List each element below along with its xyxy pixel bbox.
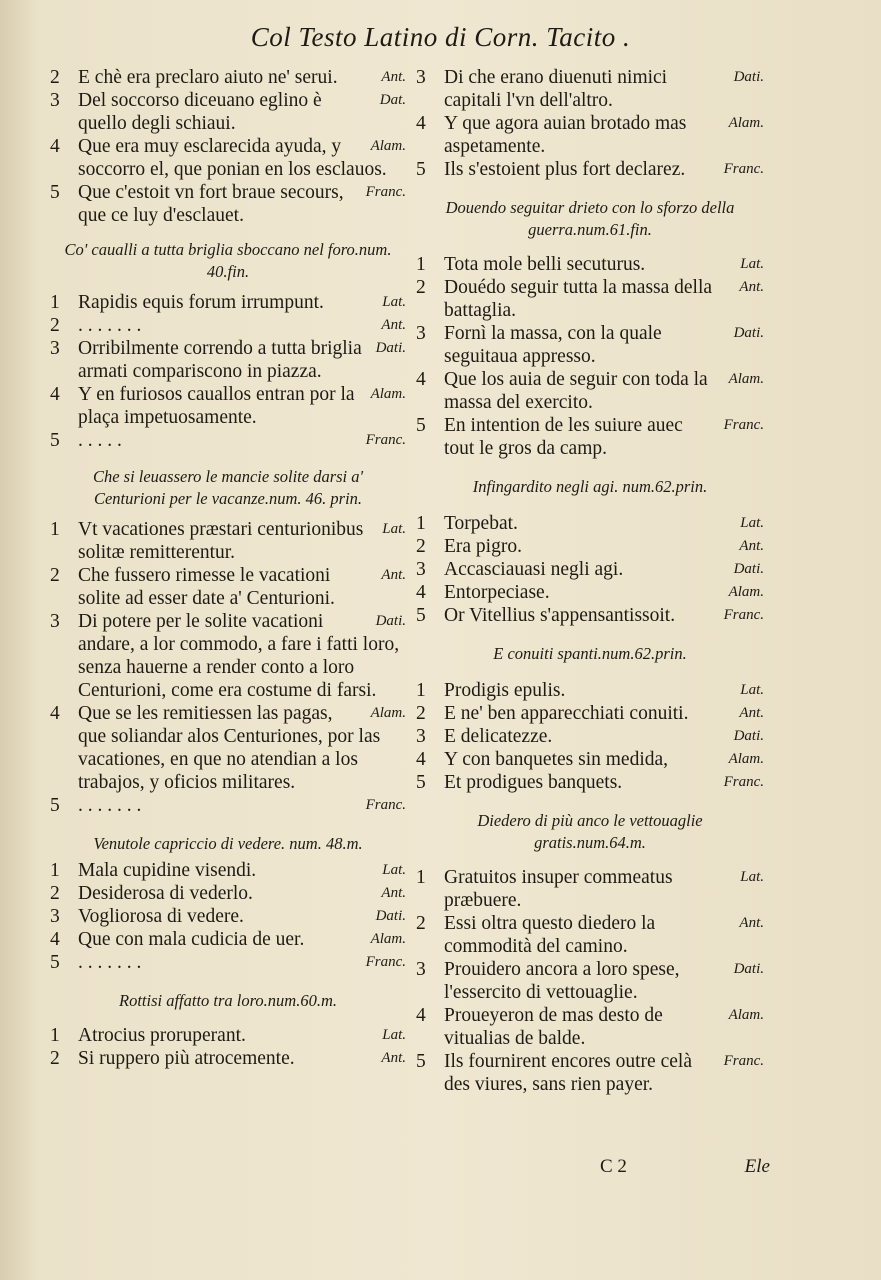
entry-row <box>416 414 764 460</box>
entry-source-tag: Ant. <box>381 317 406 333</box>
entry-body: Vt vacationes præstari centurionibus solitæ remitterentur. <box>78 519 364 563</box>
entry-row <box>416 158 764 181</box>
entry-text <box>78 337 406 383</box>
entry-body: Tota mole belli secuturus. <box>444 254 646 275</box>
entry-number: 4 <box>416 1005 426 1026</box>
section-heading: Infingardito negli agi. num.62.prin. <box>472 477 708 496</box>
entry-number: 4 <box>416 582 426 603</box>
entry-source-tag: Lat. <box>382 521 406 537</box>
entry-body: Atrocius proruperant. <box>78 1025 246 1046</box>
entry-source-tag: Alam. <box>728 751 764 767</box>
entry-body: Di potere per le solite vacationi andare, a lor commodo, a fare i fatti loro, senza hauerne a render conto a loro Centurioni, come era costume di farsi. <box>78 611 400 701</box>
entry-body: Or Vitellius s'appensantissoit. <box>444 605 676 626</box>
entry-block <box>50 1024 406 1070</box>
entry-text <box>444 253 764 276</box>
entry-number: 4 <box>50 703 60 724</box>
entry-text <box>444 112 764 158</box>
entry-body: Accasciauasi negli agi. <box>444 559 624 580</box>
entry-source-tag: Franc. <box>365 954 406 970</box>
entry-source-tag: Dati. <box>733 69 764 85</box>
entry-number: 5 <box>416 772 426 793</box>
entry-text <box>78 928 406 951</box>
entry-row <box>416 512 764 535</box>
entry-source-tag: Dati. <box>375 613 406 629</box>
entry-number: 1 <box>416 867 426 888</box>
entry-body: E chè era preclaro aiuto ne' serui. <box>78 67 338 88</box>
entry-body: Ils fournirent encores outre celà des viures, sans rien payer. <box>444 1051 692 1095</box>
entry-row <box>416 112 764 158</box>
entry-number: 1 <box>50 860 60 881</box>
entry-row <box>416 725 764 748</box>
entry-text <box>444 512 764 535</box>
entry-body: Vogliorosa di vedere. <box>78 906 244 927</box>
right-column <box>416 66 764 1096</box>
entry-row <box>416 604 764 627</box>
entry-row <box>50 882 406 905</box>
entry-row <box>50 89 406 135</box>
entry-text <box>78 89 406 135</box>
entry-text <box>444 535 764 558</box>
entry-source-tag: Ant. <box>381 69 406 85</box>
section-heading: Co' caualli a tutta briglia sboccano nel foro.num. 40.fin. <box>64 240 392 281</box>
entry-number: 3 <box>50 906 60 927</box>
entry-text <box>78 181 406 227</box>
section-heading: Che si leuassero le mancie solite darsi a' Centurioni per le vacanze.num. 46. prin. <box>92 467 364 508</box>
entry-body: Y que agora auian brotado mas aspetamente. <box>444 113 687 157</box>
entry-body: En intention de les suiure auec tout le gros da camp. <box>444 415 683 459</box>
entry-body: Orribilmente correndo a tutta briglia armati compariscono in piazza. <box>78 338 362 382</box>
entry-row <box>416 66 764 112</box>
entry-number: 2 <box>416 913 426 934</box>
entry-source-tag: Alam. <box>370 138 406 154</box>
entry-text <box>78 702 406 794</box>
section-heading: Diedero di più anco le vettouaglie gratis.num.64.m. <box>477 811 703 852</box>
entry-source-tag: Alam. <box>728 584 764 600</box>
entry-row <box>416 581 764 604</box>
entry-text <box>78 314 406 337</box>
entry-text <box>78 610 406 702</box>
entry-source-tag: Ant. <box>381 1050 406 1066</box>
entry-number: 1 <box>50 519 60 540</box>
entry-text <box>444 66 764 112</box>
entry-number: 4 <box>416 113 426 134</box>
entry-body: Desiderosa di vederlo. <box>78 883 253 904</box>
entry-body: Que se les remitiessen las pagas, que soliandar alos Centuriones, por las vacationes, en que no atendian a los trabajos, y oficios militares. <box>78 703 381 793</box>
entry-source-tag: Alam. <box>370 931 406 947</box>
entry-body: Essi oltra questo diedero la commodità del camino. <box>444 913 656 957</box>
entry-text <box>444 581 764 604</box>
entry-body: Torpebat. <box>444 513 518 534</box>
entry-text <box>444 702 764 725</box>
entry-text <box>444 1050 764 1096</box>
entry-text <box>78 66 406 89</box>
entry-source-tag: Franc. <box>723 607 764 623</box>
entry-number: 4 <box>416 369 426 390</box>
entry-source-tag: Dati. <box>733 961 764 977</box>
entry-body: . . . . . . . <box>78 952 142 973</box>
entry-body: Que con mala cudicia de uer. <box>78 929 305 950</box>
entry-number: 1 <box>50 292 60 313</box>
entry-text <box>444 604 764 627</box>
entry-body: Entorpeciase. <box>444 582 550 603</box>
entry-row <box>416 771 764 794</box>
entry-body: . . . . . . . <box>78 795 142 816</box>
entry-number: 3 <box>50 611 60 632</box>
entry-block <box>416 66 764 181</box>
entry-number: 4 <box>50 384 60 405</box>
entry-number: 2 <box>50 315 60 336</box>
entry-row <box>50 928 406 951</box>
entry-text <box>78 1024 406 1047</box>
entry-source-tag: Franc. <box>723 774 764 790</box>
entry-number: 2 <box>416 703 426 724</box>
entry-source-tag: Franc. <box>723 161 764 177</box>
entry-source-tag: Lat. <box>740 869 764 885</box>
entry-block <box>416 253 764 460</box>
entry-text <box>444 414 764 460</box>
entry-row <box>50 181 406 227</box>
entry-block <box>50 518 406 817</box>
entry-source-tag: Ant. <box>381 885 406 901</box>
entry-row <box>50 518 406 564</box>
entry-source-tag: Dati. <box>733 561 764 577</box>
entry-row <box>50 337 406 383</box>
entry-text <box>78 291 406 314</box>
entry-source-tag: Lat. <box>382 294 406 310</box>
entry-number: 5 <box>416 415 426 436</box>
entry-source-tag: Dati. <box>375 908 406 924</box>
entry-body: Que los auia de seguir con toda la massa del exercito. <box>444 369 708 413</box>
entry-row <box>50 610 406 702</box>
entry-row <box>50 702 406 794</box>
entry-row <box>416 912 764 958</box>
entry-source-tag: Franc. <box>723 417 764 433</box>
entry-source-tag: Ant. <box>739 705 764 721</box>
entry-body: Douédo seguir tutta la massa della battaglia. <box>444 277 713 321</box>
entry-row <box>50 951 406 974</box>
entry-row <box>416 1004 764 1050</box>
entry-text <box>78 564 406 610</box>
section-heading: Rottisi affatto tra loro.num.60.m. <box>118 991 338 1010</box>
entry-body: Era pigro. <box>444 536 522 557</box>
entry-row <box>416 958 764 1004</box>
entry-source-tag: Franc. <box>723 1053 764 1069</box>
entry-number: 2 <box>416 536 426 557</box>
entry-body: Y en furiosos cauallos entran por la plaça impetuosamente. <box>78 384 355 428</box>
entry-number: 1 <box>50 1025 60 1046</box>
catchword: Ele <box>744 1156 770 1177</box>
entry-number: 5 <box>50 430 60 451</box>
entry-row <box>416 368 764 414</box>
entry-body: Rapidis equis forum irrumpunt. <box>78 292 324 313</box>
entry-source-tag: Alam. <box>370 705 406 721</box>
entry-block <box>50 291 406 452</box>
entry-body: E ne' ben apparecchiati conuiti. <box>444 703 689 724</box>
entry-block <box>50 66 406 227</box>
entry-row <box>50 383 406 429</box>
entry-number: 2 <box>50 1048 60 1069</box>
entry-text <box>78 905 406 928</box>
entry-number: 3 <box>416 67 426 88</box>
page-footer <box>600 1156 770 1178</box>
entry-text <box>444 725 764 748</box>
entry-row <box>50 794 406 817</box>
entry-number: 3 <box>416 726 426 747</box>
entry-number: 2 <box>50 67 60 88</box>
entry-source-tag: Ant. <box>739 279 764 295</box>
entry-source-tag: Lat. <box>382 1027 406 1043</box>
entry-row <box>416 535 764 558</box>
entry-row <box>416 558 764 581</box>
entry-block <box>416 679 764 794</box>
entry-source-tag: Lat. <box>740 682 764 698</box>
entry-source-tag: Ant. <box>739 915 764 931</box>
entry-source-tag: Lat. <box>740 515 764 531</box>
entry-body: Ils s'estoient plus fort declarez. <box>444 159 686 180</box>
entry-number: 5 <box>416 605 426 626</box>
entry-body: . . . . . . . <box>78 315 142 336</box>
entry-row <box>50 1024 406 1047</box>
entry-number: 5 <box>50 952 60 973</box>
entry-source-tag: Lat. <box>740 256 764 272</box>
entry-block <box>50 859 406 974</box>
entry-text <box>78 383 406 429</box>
entry-source-tag: Dati. <box>733 325 764 341</box>
entry-body: Del soccorso diceuano eglino è quello degli schiaui. <box>78 90 322 134</box>
entry-text <box>78 794 406 817</box>
entry-body: Che fussero rimesse le vacationi solite ad esser date a' Centurioni. <box>78 565 335 609</box>
entry-row <box>50 135 406 181</box>
entry-text <box>78 951 406 974</box>
entry-text <box>444 679 764 702</box>
entry-text <box>444 558 764 581</box>
entry-number: 1 <box>416 680 426 701</box>
entry-row <box>416 1050 764 1096</box>
entry-row <box>50 564 406 610</box>
entry-row <box>416 748 764 771</box>
section-heading: Venutole capriccio di vedere. num. 48.m. <box>93 834 363 853</box>
entry-text <box>444 748 764 771</box>
entry-source-tag: Lat. <box>382 862 406 878</box>
entry-text <box>444 322 764 368</box>
entry-row <box>416 253 764 276</box>
entry-row <box>416 276 764 322</box>
entry-number: 3 <box>50 90 60 111</box>
entry-block <box>416 512 764 627</box>
entry-body: Fornì la massa, con la quale seguitaua appresso. <box>444 323 662 367</box>
entry-number: 5 <box>50 795 60 816</box>
entry-body: Prodigis epulis. <box>444 680 566 701</box>
entry-block <box>416 866 764 1096</box>
entry-body: E delicatezze. <box>444 726 553 747</box>
entry-body: Mala cupidine visendi. <box>78 860 257 881</box>
entry-body: Que era muy esclarecida ayuda, y soccorro el, que ponian en los esclauos. <box>78 136 387 180</box>
entry-number: 1 <box>416 513 426 534</box>
entry-body: Si ruppero più atrocemente. <box>78 1048 295 1069</box>
entry-text <box>444 1004 764 1050</box>
entry-source-tag: Franc. <box>365 797 406 813</box>
entry-source-tag: Dati. <box>733 728 764 744</box>
entry-number: 1 <box>416 254 426 275</box>
entry-row <box>50 429 406 452</box>
entry-source-tag: Franc. <box>365 432 406 448</box>
entry-number: 4 <box>416 749 426 770</box>
entry-body: Que c'estoit vn fort braue secours, que ce luy d'esclauet. <box>78 182 344 226</box>
entry-number: 3 <box>416 323 426 344</box>
entry-number: 5 <box>416 1051 426 1072</box>
entry-text <box>78 518 406 564</box>
entry-row <box>50 1047 406 1070</box>
entry-source-tag: Dat. <box>379 92 406 108</box>
entry-number: 4 <box>50 929 60 950</box>
entry-text <box>444 158 764 181</box>
entry-row <box>50 291 406 314</box>
entry-row <box>416 866 764 912</box>
entry-number: 3 <box>50 338 60 359</box>
entry-text <box>78 429 406 452</box>
entry-body: Gratuitos insuper commeatus præbuere. <box>444 867 673 911</box>
entry-number: 2 <box>50 883 60 904</box>
entry-row <box>50 314 406 337</box>
entry-text <box>444 771 764 794</box>
entry-text <box>444 866 764 912</box>
left-column <box>50 66 406 1070</box>
entry-source-tag: Alam. <box>728 115 764 131</box>
entry-number: 2 <box>50 565 60 586</box>
entry-text <box>78 859 406 882</box>
entry-number: 2 <box>416 277 426 298</box>
entry-text <box>444 912 764 958</box>
entry-number: 3 <box>416 959 426 980</box>
entry-text <box>444 276 764 322</box>
entry-row <box>416 322 764 368</box>
entry-number: 4 <box>50 136 60 157</box>
entry-text <box>78 135 406 181</box>
entry-body: . . . . . <box>78 430 122 451</box>
entry-text <box>78 882 406 905</box>
signature-mark: C 2 <box>600 1156 627 1177</box>
entry-source-tag: Alam. <box>728 371 764 387</box>
section-heading: E conuiti spanti.num.62.prin. <box>493 644 687 663</box>
entry-source-tag: Alam. <box>370 386 406 402</box>
entry-source-tag: Ant. <box>381 567 406 583</box>
entry-number: 5 <box>50 182 60 203</box>
entry-body: Di che erano diuenuti nimici capitali l'vn dell'altro. <box>444 67 668 111</box>
entry-row <box>416 702 764 725</box>
entry-source-tag: Ant. <box>739 538 764 554</box>
entry-body: Proueyeron de mas desto de vitualias de balde. <box>444 1005 663 1049</box>
entry-text <box>444 958 764 1004</box>
entry-source-tag: Dati. <box>375 340 406 356</box>
entry-body: Et prodigues banquets. <box>444 772 623 793</box>
entry-source-tag: Alam. <box>728 1007 764 1023</box>
running-head: Col Testo Latino di Corn. Tacito . <box>250 22 631 52</box>
entry-source-tag: Franc. <box>365 184 406 200</box>
entry-number: 3 <box>416 559 426 580</box>
entry-text <box>78 1047 406 1070</box>
section-heading: Douendo seguitar drieto con lo sforzo della guerra.num.61.fin. <box>445 198 735 239</box>
entry-row <box>416 679 764 702</box>
entry-text <box>444 368 764 414</box>
entry-body: Prouidero ancora a loro spese, l'essercito di vettouaglie. <box>444 959 680 1003</box>
entry-row <box>50 905 406 928</box>
entry-body: Y con banquetes sin medida, <box>444 749 669 770</box>
entry-number: 5 <box>416 159 426 180</box>
entry-row <box>50 66 406 89</box>
entry-row <box>50 859 406 882</box>
